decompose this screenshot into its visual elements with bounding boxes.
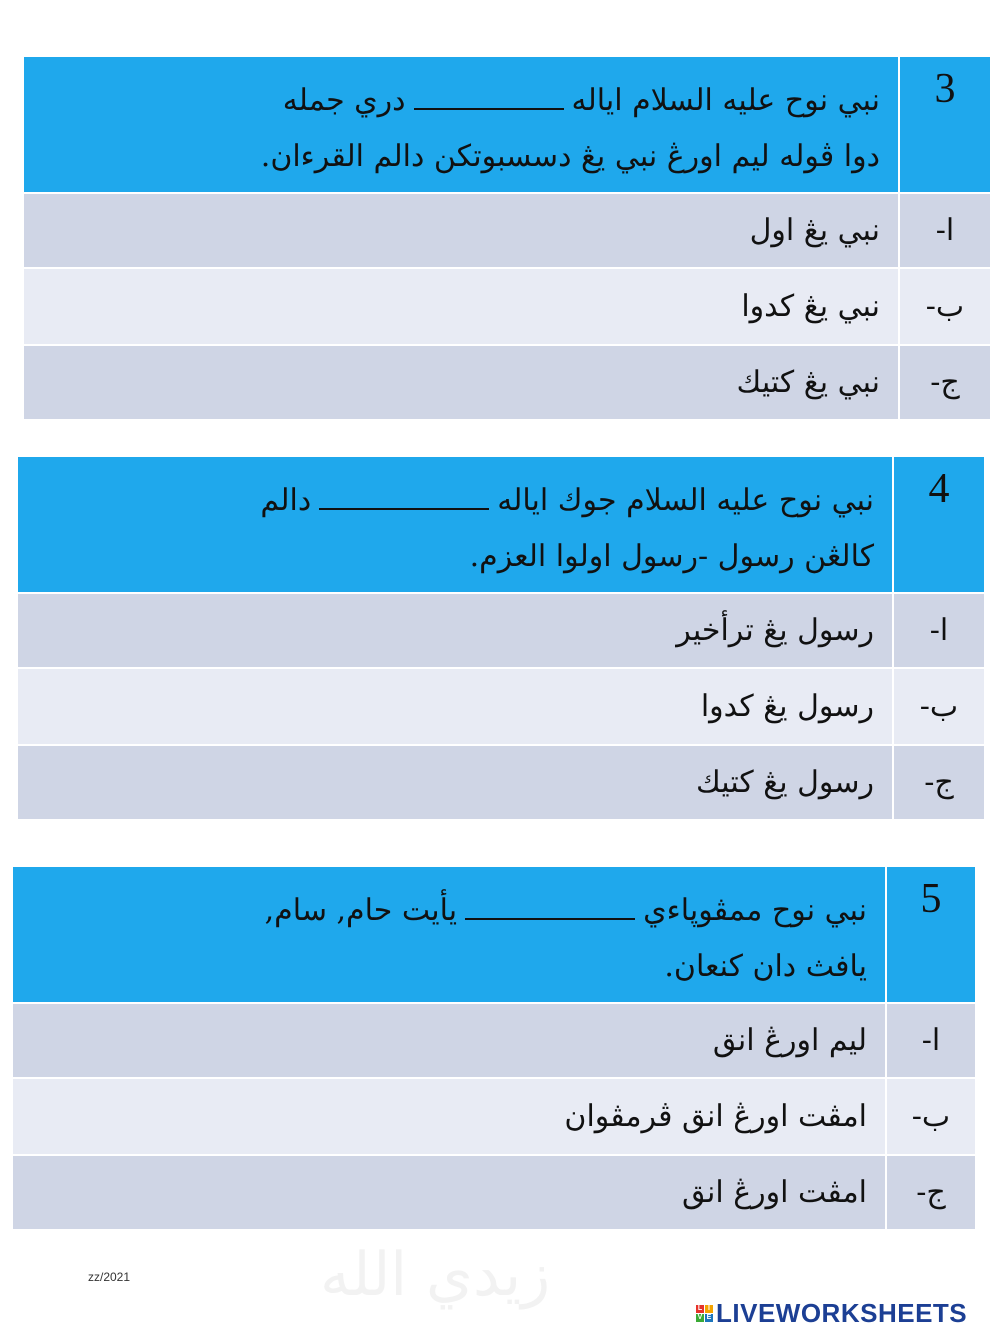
option-label: ب- — [893, 668, 985, 745]
question-5-option-a[interactable] — [12, 1003, 976, 1078]
question-5-line1-end: يأيت حام, سام, — [264, 893, 458, 928]
question-3-line1-start: نبي نوح عليه السلام اياله — [571, 83, 880, 118]
question-5-line2: يافث دان كنعان. — [664, 949, 867, 984]
option-text[interactable]: رسول يڠ ترأخير — [17, 593, 893, 668]
question-5-text — [12, 866, 886, 1003]
logo-letter: L — [697, 1305, 703, 1312]
question-4-line1-end: دالم — [260, 483, 312, 518]
question-3-text — [23, 56, 899, 193]
question-4-table — [16, 455, 986, 821]
question-4-option-b[interactable] — [17, 668, 985, 745]
question-5-number: 5 — [886, 866, 976, 1003]
option-text[interactable]: نبي يڠ كتيك — [23, 345, 899, 420]
liveworksheets-brand: LIVEWORKSHEETS — [716, 1298, 968, 1328]
question-5-blank[interactable] — [465, 890, 635, 920]
option-label: ج- — [893, 745, 985, 820]
liveworksheets-mark-icon — [696, 1305, 713, 1322]
option-label: ج- — [899, 345, 991, 420]
watermark: زيدي الله — [320, 1240, 551, 1310]
question-4-line2: كالڠن رسول -رسول اولوا العزم. — [469, 539, 874, 574]
option-label: ا- — [886, 1003, 976, 1078]
question-3-line1-end: دري جمله — [282, 83, 406, 118]
logo-letter: I — [705, 1305, 713, 1313]
question-5-option-b[interactable] — [12, 1078, 976, 1155]
option-label: ا- — [893, 593, 985, 668]
question-4-text — [17, 456, 893, 593]
option-label: ب- — [886, 1078, 976, 1155]
option-label: ج- — [886, 1155, 976, 1230]
footer-note: zz/2021 — [88, 1270, 131, 1284]
question-3-option-b[interactable] — [23, 268, 991, 345]
option-text[interactable]: نبي يڠ كدوا — [23, 268, 899, 345]
option-text[interactable]: نبي يڠ اول — [23, 193, 899, 268]
logo-letter: V — [697, 1314, 703, 1321]
question-3-option-a[interactable] — [23, 193, 991, 268]
option-text[interactable]: رسول يڠ كتيك — [17, 745, 893, 820]
option-text[interactable]: ليم اورڠ انق — [12, 1003, 886, 1078]
question-5-line1-start: نبي نوح ممڤوڽاءي — [643, 893, 867, 928]
option-label: ب- — [899, 268, 991, 345]
liveworksheets-logo[interactable] — [696, 1298, 967, 1329]
question-4-option-c[interactable] — [17, 745, 985, 820]
option-text[interactable]: رسول يڠ كدوا — [17, 668, 893, 745]
question-3-option-c[interactable] — [23, 345, 991, 420]
logo-letter: E — [706, 1314, 712, 1321]
question-5-option-c[interactable] — [12, 1155, 976, 1230]
option-label: ا- — [899, 193, 991, 268]
question-4-line1-start: نبي نوح عليه السلام جوك اياله — [497, 483, 874, 518]
option-text[interactable]: امڤت اورڠ انق ڤرمڤوان — [12, 1078, 886, 1155]
question-3-number: 3 — [899, 56, 991, 193]
question-4-number: 4 — [893, 456, 985, 593]
question-4-option-a[interactable] — [17, 593, 985, 668]
option-text[interactable]: امڤت اورڠ انق — [12, 1155, 886, 1230]
question-3-blank[interactable] — [414, 80, 564, 110]
question-3-table — [22, 55, 992, 421]
question-4-blank[interactable] — [319, 480, 489, 510]
question-3-line2: دوا ڤوله ليم اورڠ نبي يڠ دسسبوتكن دالم القرءان. — [260, 139, 880, 174]
question-5-table — [11, 865, 977, 1231]
